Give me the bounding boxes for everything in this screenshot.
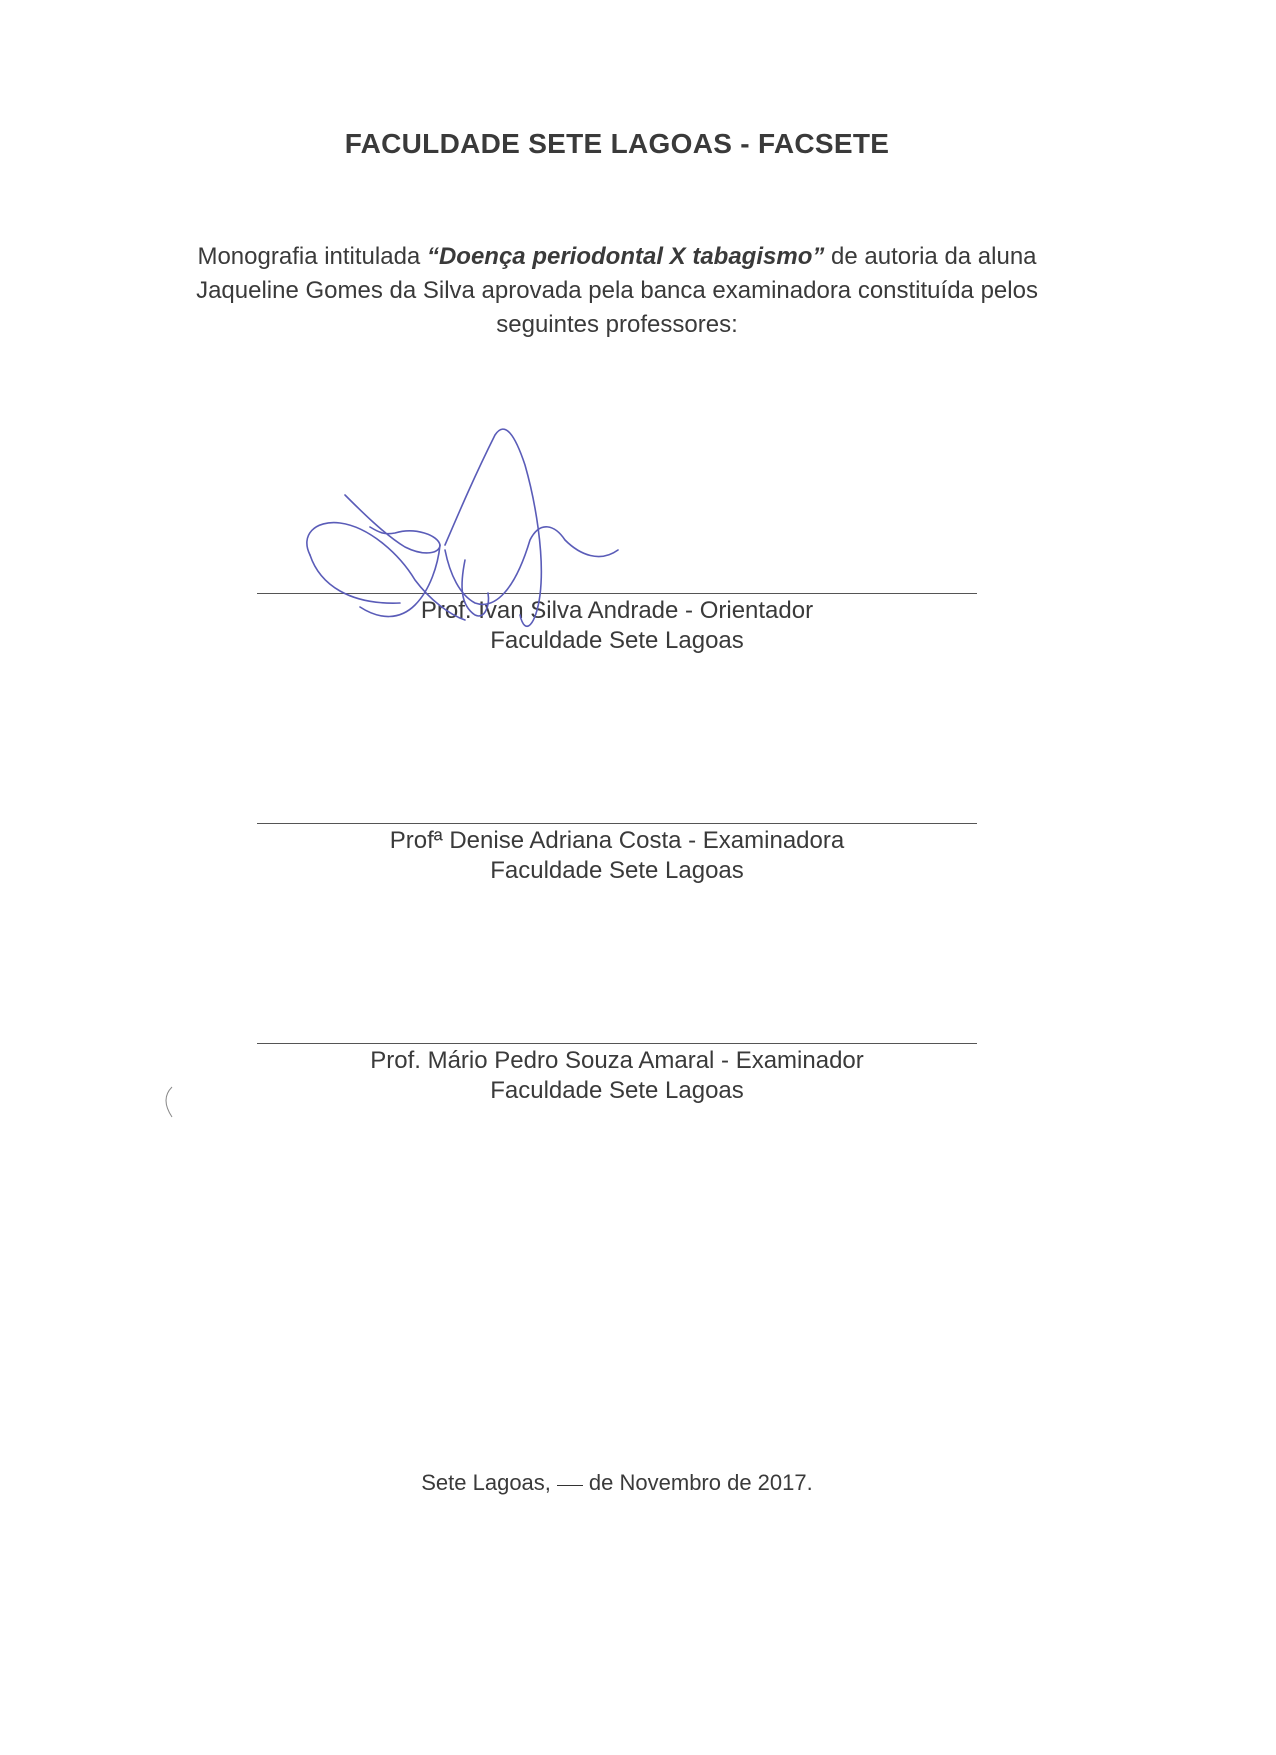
intro-prefix: Monografia intitulada <box>197 243 427 270</box>
examiner-name-role: Prof. Mário Pedro Souza Amaral - Examinador <box>370 1047 864 1074</box>
place: Sete Lagoas, <box>421 1470 551 1495</box>
examiner-institution: Faculdade Sete Lagoas <box>490 1077 744 1104</box>
close-quote: ” <box>812 243 825 270</box>
examiner-institution: Faculdade Sete Lagoas <box>490 627 744 654</box>
examiner-block-2 <box>0 826 1234 886</box>
day-blank <box>557 1485 583 1486</box>
signature-line-3 <box>257 1043 977 1044</box>
examiner-block-1 <box>0 596 1234 656</box>
examiner-name-role: Prof. Ivan Silva Andrade - Orientador <box>420 597 814 624</box>
signature-line-1 <box>257 593 977 594</box>
page-title: FACULDADE SETE LAGOAS - FACSETE <box>344 128 890 159</box>
signature-line-2 <box>257 823 977 824</box>
scan-mark <box>160 1085 180 1125</box>
intro-suffix: de autoria da aluna Jaqueline Gomes da Silva aprovada pela banca examinadora constituída pelos seguintes professores: <box>196 243 1038 338</box>
examiner-block-3 <box>0 1046 1234 1106</box>
place-date <box>0 1470 1234 1496</box>
work-title <box>427 243 824 270</box>
work-title-text: Doença periodontal X tabagismo <box>438 243 813 270</box>
open-quote: “ <box>426 243 439 270</box>
intro-paragraph <box>160 240 1074 342</box>
examiner-institution: Faculdade Sete Lagoas <box>490 857 744 884</box>
date-rest: de Novembro de 2017. <box>588 1470 813 1495</box>
examiner-name-role: Profª Denise Adriana Costa - Examinadora <box>389 827 845 854</box>
